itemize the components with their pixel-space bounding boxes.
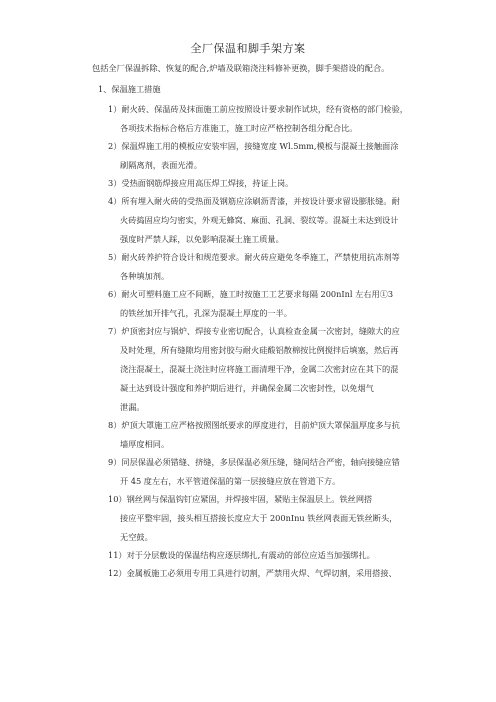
measure-item-text: 11）对于分层敷设的保温结构应逐层绑扎,有震动的部位应适当加强绑扎。 [108,550,375,560]
measure-item-text: 12）金属板施工必须用专用工具进行切割，严禁用火焊、气焊切割，采用搭接、 [108,568,397,578]
measure-item [108,289,428,319]
measure-item-continuation: 刷隔离剂，表面光滑。 [120,160,202,170]
measure-item-text: 1）耐火砖、保温砖及抹面施工前应按照设计要求制作试块，经有资格的部门检验， [108,104,408,114]
measure-item-continuation: 开 45 度左右，水平管道保温的第一层接缝应放在管道下方。 [120,476,341,486]
measure-item-text: 2）保温焊施工用的模板应安装牢固，接缝宽度 Wl.5mm,模板与混凝土接触面涂 [108,141,399,151]
measure-item [108,550,428,561]
measure-item [108,104,428,134]
measure-item-text: 4）所有埋入耐火砖的受热面及钢筋应涂刷沥青漆，并按设计要求留设膨胀缝。耐 [108,196,400,206]
measure-item-text: 6）耐火可塑料施工应不间断，施工时按施工工艺要求每隔 200nInl 左右用①3 [108,289,394,299]
measure-item [108,141,428,171]
document-title: 全厂保温和脚手架方案 [190,42,306,55]
measure-item-text: 8）炉顶大罩施工应严格按照图纸要求的厚度进行，目前炉顶大罩保温厚度多与抗 [108,420,400,430]
measure-item-text: 9）同层保温必须错缝、挤缝，多层保温必须压缝，缝间结合严密，轴向接缝应错 [108,457,400,467]
measure-item [108,420,428,450]
measure-item-continuation: 泄漏。 [120,402,145,412]
measure-item-continuation: 的铁丝加开排气孔，孔深为混凝土厚度的一半。 [120,308,292,318]
measure-item [108,252,428,282]
measure-item-continuation: 各种填加剂。 [120,271,170,281]
section-heading: 1、保温施工措施 [98,84,161,94]
intro-paragraph: 包括全厂保温拆除、恢复的配合,炉墙及联箱浇注料修补更换，脚手架搭设的配合。 [92,63,390,73]
measure-item-continuation: 各项技术指标合格后方准施工，施工时应严格控制各组分配合比。 [120,123,358,133]
measure-item [108,457,428,487]
measure-item [108,196,428,245]
measure-item [108,178,428,189]
measure-item [108,326,428,413]
measure-item-continuation: 浇注混凝土，混凝土浇注时应将施工面清理干净，金属二次密封应在其下的混 [120,364,399,374]
measure-item-continuation: 墙厚度相同。 [120,439,170,449]
measure-item-continuation: 强度时严禁人踩，以免影响混凝土施工质量。 [120,234,284,244]
measure-item-text: 5）耐火砖养护符合设计和规范要求。耐火砖应避免冬季施工，严禁使用抗冻剂等 [108,252,400,262]
measure-item-continuation: 无空鼓。 [120,532,153,542]
measure-item [108,494,428,543]
measure-item-text: 10）钢丝网与保温钩钉应紧固，并焊接牢固，紧贴主保温层上。铁丝网搭 [108,494,373,504]
measure-list [108,104,428,586]
measure-item-continuation: 接应平整牢固，接头相互搭接长度应大于 200nInu 铁丝网表面无铁丝断头， [120,513,398,523]
measure-item-continuation: 及时处理，所有缝隙均用密封胶与耐火硅酸铝散棉按比例搅拌后填塞，然后再 [120,345,399,355]
measure-item-continuation: 火砖捣固应均匀密实，外观无蜂窝、麻面、孔洞、裂纹等。混凝土未达到设计 [120,215,399,225]
measure-item-text: 3）受热面钢筋焊接应用高压焊工焊接，持证上岗。 [108,178,294,188]
measure-item [108,568,428,579]
measure-item-text: 7）炉顶密封应与锅炉、焊接专业密切配合，认真检查金属一次密封，缝隙大的应 [108,326,400,336]
measure-item-continuation: 凝土达到设计强度和养护期后进行，并确保金属二次密封性，以免烟气 [120,383,374,393]
